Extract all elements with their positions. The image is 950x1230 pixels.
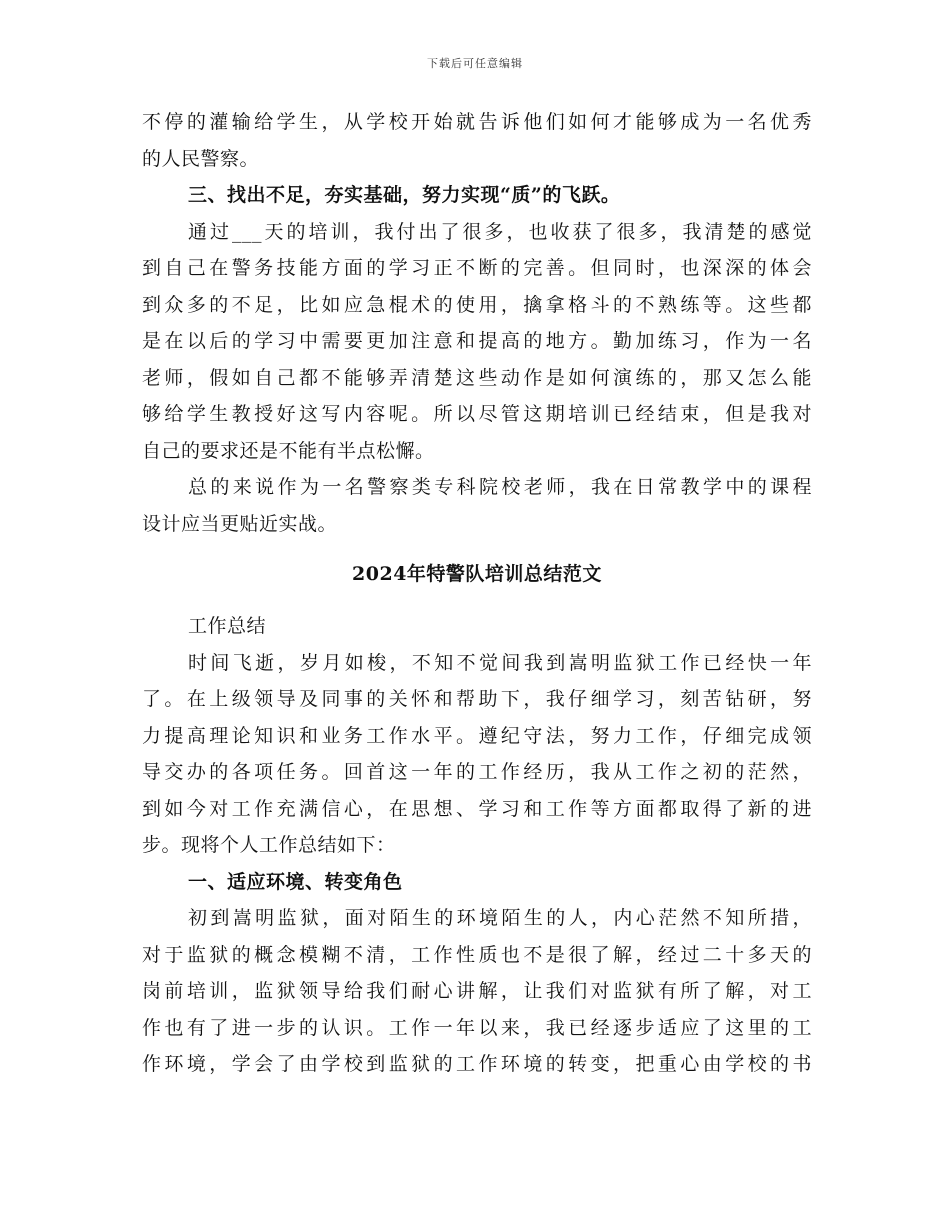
text-line: 了。在上级领导及同事的关怀和帮助下，我仔细学习，刻苦钻研，努	[142, 688, 812, 710]
text-line: 总的来说作为一名警察类专科院校老师，我在日常教学中的课程	[188, 476, 812, 498]
text-line: 步。现将个人工作总结如下：	[142, 834, 396, 856]
text-line: 老师，假如自己都不能够弄清楚这些动作是如何演练的，那又怎么能	[142, 366, 812, 389]
text-line: 力提高理论知识和业务工作水平。遵纪守法，努力工作，仔细完成领	[142, 724, 812, 747]
text-line: 到如今对工作充满信心，在思想、学习和工作等方面都取得了新的进	[142, 797, 812, 820]
text-line: 不停的灌输给学生，从学校开始就告诉他们如何才能够成为一名优秀	[142, 111, 812, 133]
text-line: 时间飞逝，岁月如梭，不知不觉间我到嵩明监狱工作已经快一年	[188, 651, 812, 674]
text-line: 作环境，学会了由学校到监狱的工作环境的转变，把重心由学校的书	[142, 1053, 812, 1075]
document-title: 2024年特警队培训总结范文	[352, 563, 602, 585]
page-header-note: 下载后可任意编辑	[427, 57, 523, 70]
text-line: 设计应当更贴近实战。	[142, 512, 338, 535]
document-body	[142, 104, 812, 1083]
section-label: 工作总结	[188, 615, 267, 637]
text-line: 通过___天的培训，我付出了很多，也收获了很多，我清楚的感觉	[188, 220, 812, 243]
text-line: 自己的要求还是不能有半点松懈。	[142, 439, 435, 462]
text-line: 岗前培训，监狱领导给我们耐心讲解，让我们对监狱有所了解，对工	[142, 980, 812, 1002]
section-heading-1: 一、适应环境、转变角色	[188, 870, 403, 893]
text-line: 够给学生教授好这写内容呢。所以尽管这期培训已经结束，但是我对	[142, 403, 812, 425]
text-line: 初到嵩明监狱，面对陌生的环境陌生的人，内心茫然不知所措，	[188, 907, 812, 929]
text-line: 是在以后的学习中需要更加注意和提高的地方。勤加练习，作为一名	[142, 330, 812, 352]
text-line: 到自己在警务技能方面的学习正不断的完善。但同时，也深深的体会	[142, 257, 812, 279]
text-line: 对于监狱的概念模糊不清，工作性质也不是很了解，经过二十多天的	[142, 943, 812, 966]
section-heading-3: 三、找出不足，夯实基础，努力实现“质”的飞跃。	[188, 184, 621, 206]
text-line: 到众多的不足，比如应急棍术的使用，擒拿格斗的不熟练等。这些都	[142, 293, 812, 316]
text-line: 作也有了进一步的认识。工作一年以来，我已经逐步适应了这里的工	[142, 1016, 812, 1039]
text-line: 导交办的各项任务。回首这一年的工作经历，我从工作之初的茫然，	[142, 761, 812, 783]
text-line: 的人民警察。	[142, 147, 260, 170]
